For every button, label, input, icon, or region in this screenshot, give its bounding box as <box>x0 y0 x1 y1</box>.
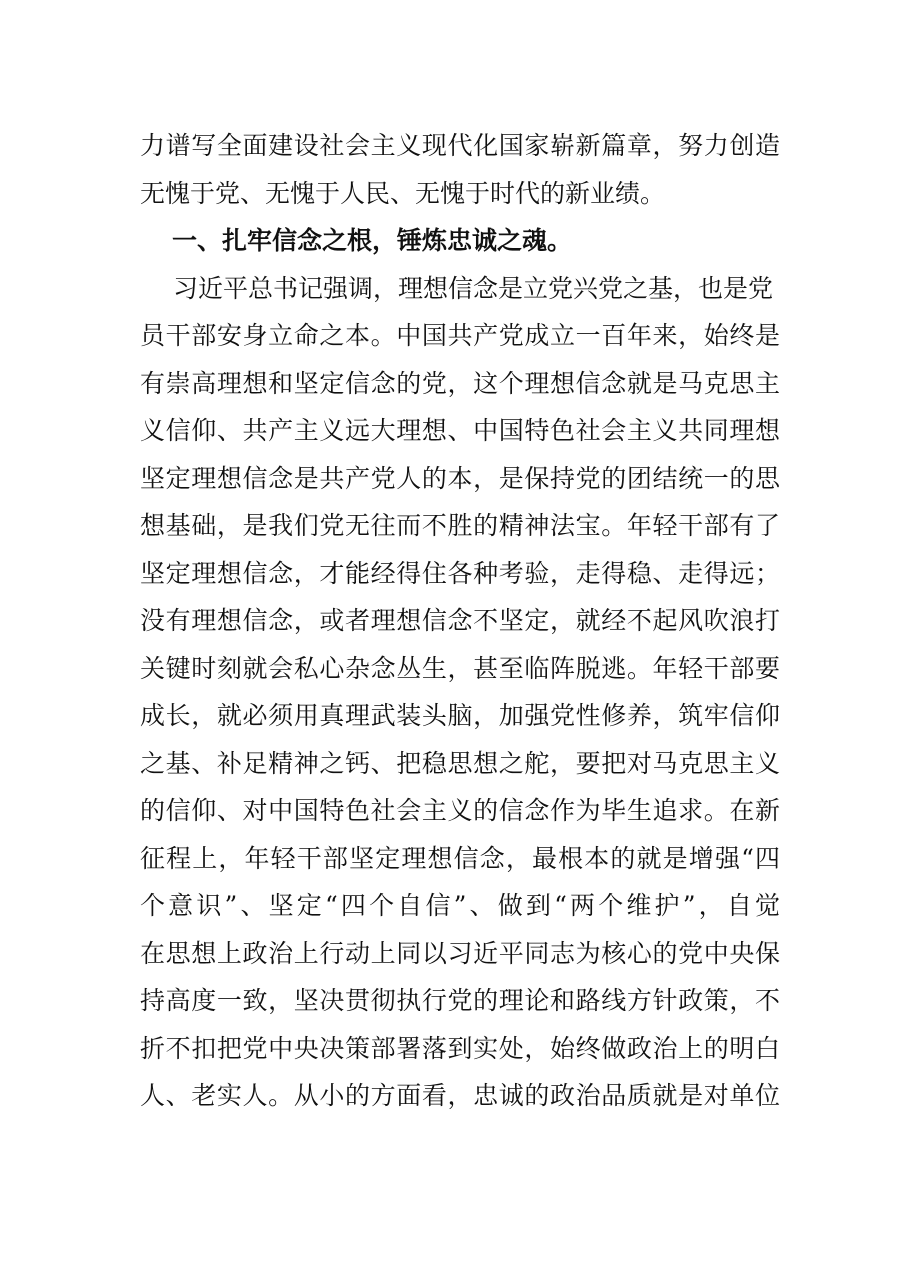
paragraph-line: 义信仰、共产主义远大理想、中国特色社会主义共同理想 <box>140 416 780 445</box>
paragraph-line: 的信仰、对中国特色社会主义的信念作为毕生追求。在新 <box>140 796 780 825</box>
paragraph-line: 员干部安身立命之本。中国共产党成立一百年来，始终是 <box>140 321 780 350</box>
paragraph-line: 坚定理想信念，才能经得住各种考验，走得稳、走得远； <box>140 558 780 588</box>
paragraph-line: 习近平总书记强调，理想信念是立党兴党之基，也是党 <box>173 273 774 303</box>
paragraph-line: 关键时刻就会私心杂念丛生，甚至临阵脱逃。年轻干部要 <box>140 653 780 683</box>
paragraph-line: 之基、补足精神之钙、把稳思想之舵，要把对马克思主义 <box>140 748 780 778</box>
paragraph-line: 有崇高理想和坚定信念的党，这个理想信念就是马克思主 <box>140 368 780 398</box>
paragraph-line: 坚定理想信念是共产党人的本，是保持党的团结统一的思 <box>140 463 780 493</box>
body-text <box>140 122 780 1120</box>
section-heading: 一、扎牢信念之根，锤炼忠诚之魂。 <box>172 226 573 255</box>
paragraph-line: 力谱写全面建设社会主义现代化国家崭新篇章，努力创造 <box>140 131 780 160</box>
paragraph-line: 人、老实人。从小的方面看，忠诚的政治品质就是对单位 <box>140 1081 780 1110</box>
paragraph-line: 持高度一致，坚决贯彻执行党的理论和路线方针政策，不 <box>140 986 780 1015</box>
paragraph-line: 无愧于党、无愧于人民、无愧于时代的新业绩。 <box>140 178 666 208</box>
paragraph-line: 没有理想信念，或者理想信念不坚定，就经不起风吹浪打 <box>140 606 780 635</box>
paragraph-line: 在思想上政治上行动上同以习近平同志为核心的党中央保 <box>140 938 780 968</box>
paragraph-line: 征程上，年轻干部坚定理想信念，最根本的就是增强“四 <box>140 843 780 873</box>
paragraph-line: 想基础，是我们党无往而不胜的精神法宝。年轻干部有了 <box>140 511 780 540</box>
paragraph-line: 折不扣把党中央决策部署落到实处，始终做政治上的明白 <box>140 1033 780 1063</box>
paragraph-line: 个意识”、坚定“四个自信”、做到“两个维护”，自觉 <box>140 891 780 920</box>
paragraph-line: 成长，就必须用真理武装头脑，加强党性修养，筑牢信仰 <box>140 701 780 730</box>
